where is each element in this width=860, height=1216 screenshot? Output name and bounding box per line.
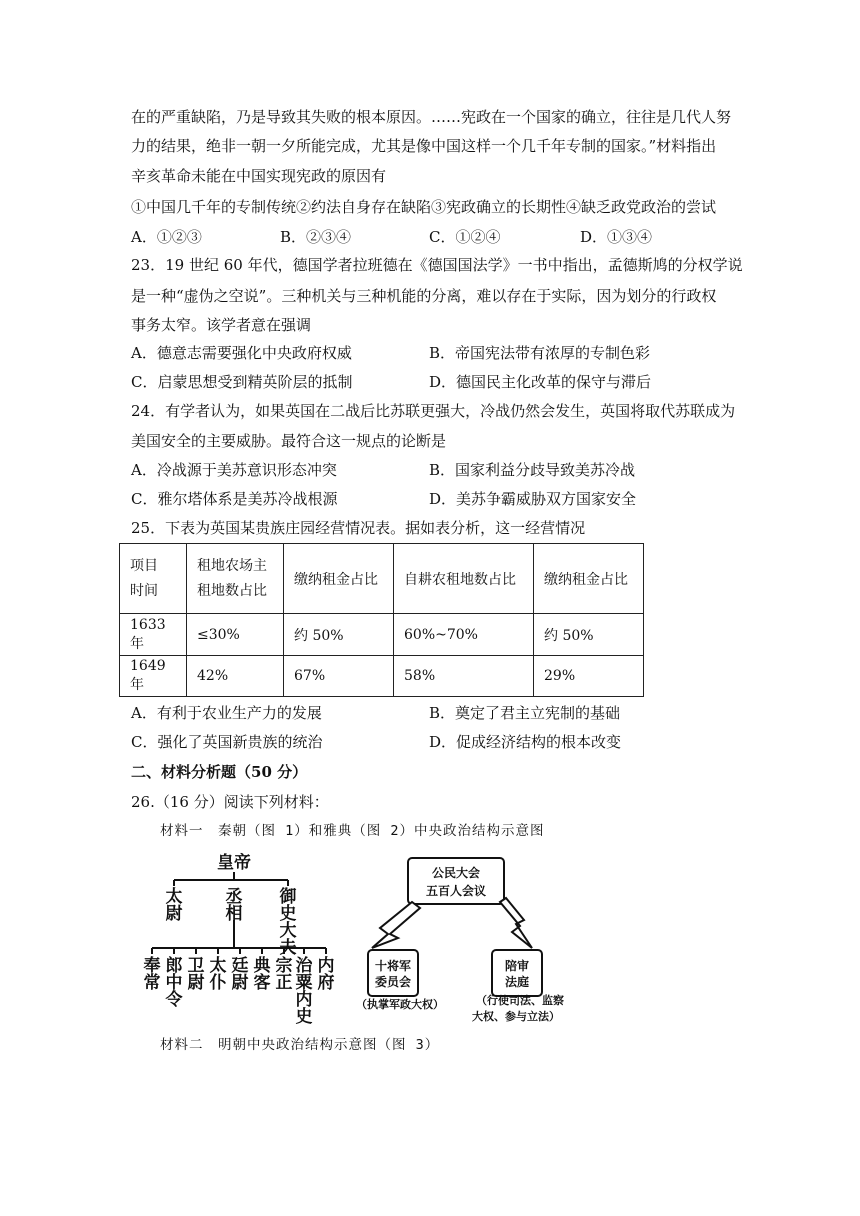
header-item-label: 项目: [130, 557, 158, 574]
q23-option-a: A．德意志需要强化中央政府权威: [131, 344, 352, 362]
q24-line-2: 美国安全的主要威胁。最符合这一规点的论断是: [131, 432, 447, 450]
athens-court-note-2: 大权、参与立法）: [472, 1010, 560, 1023]
athens-council-500: 五百人会议: [425, 884, 487, 898]
q24-option-d: D．美苏争霸威胁双方国家安全: [429, 490, 637, 508]
q25-option-c: C．强化了英国新贵族的统治: [131, 733, 323, 751]
table-cell: 约 50%: [284, 614, 394, 656]
header-tenant-farmer: 租地农场主: [197, 557, 267, 574]
table-header-cell: 缴纳租金占比: [284, 544, 394, 614]
table-cell: 29%: [534, 656, 644, 697]
header-time-label: 时间: [130, 582, 158, 599]
qin-taipu: 太仆: [209, 956, 227, 993]
q23-option-b: B．帝国宪法带有浓厚的专制色彩: [429, 344, 651, 362]
q23-option-d: D．德国民主化改革的保守与滞后: [429, 373, 652, 391]
table-header-cell: [187, 544, 284, 614]
table-cell: 1633 年: [120, 614, 187, 656]
qin-censor: 御史大夫: [279, 887, 297, 958]
athens-structure-diagram: [340, 850, 600, 1025]
athens-ten-generals: 十将军: [374, 959, 412, 973]
qin-weiwei: 卫尉: [187, 956, 205, 993]
q25-option-a: A．有利于农业生产力的发展: [131, 704, 322, 722]
qin-zhisuneishi: 治粟内史: [295, 956, 313, 1027]
athens-assembly: 公民大会: [431, 866, 481, 880]
q23-line-2: 是一种“虚伪之空说”。三种机关与三种机能的分离，难以存在于实际，因为划分的行政权: [131, 287, 717, 305]
table-header-cell: [120, 544, 187, 614]
athens-generals-note: （执掌军政大权）: [356, 998, 444, 1011]
q23-line-1: 23．19 世纪 60 年代，德国学者拉班德在《德国国法学》一书中指出，孟德斯鸠的分权学说: [131, 256, 743, 274]
q22-option-c: C．①②④: [429, 228, 501, 246]
q23-line-3: 事务太窄。该学者意在强调: [131, 316, 312, 334]
q22-option-a: A．①②③: [131, 228, 202, 246]
athens-committee: 委员会: [374, 975, 412, 989]
q26-stem: 26.（16 分）阅读下列材料：: [131, 793, 329, 811]
q23-option-c: C．启蒙思想受到精英阶层的抵制: [131, 373, 353, 391]
qin-structure-diagram: [140, 850, 350, 1027]
intro-line-1: 在的严重缺陷，乃是导致其失败的根本原因。……宪政在一个国家的确立，往往是几代人努: [131, 108, 732, 126]
qin-tingwei: 廷尉: [231, 956, 249, 993]
intro-line-3: 辛亥革命未能在中国实现宪政的原因有: [131, 167, 387, 185]
intro-line-4: ①中国几千年的专制传统②约法自身存在缺陷③宪政确立的长期性④缺乏政党政治的尝试: [131, 198, 717, 216]
q24-option-c: C．雅尔塔体系是美苏冷战根源: [131, 490, 338, 508]
q24-option-a: A．冷战源于美苏意识形态冲突: [131, 461, 337, 479]
header-tenant-land-share: 租地数占比: [197, 582, 267, 599]
table-cell: 60%~70%: [394, 614, 534, 656]
table-row: [120, 656, 644, 697]
table-cell: 1649 年: [120, 656, 187, 697]
q25-stem: 25．下表为英国某贵族庄园经营情况表。据如表分析，这一经营情况: [131, 519, 586, 537]
qin-emperor: 皇帝: [217, 853, 251, 873]
q22-option-b: B．②③④: [280, 228, 352, 246]
table-header-cell: 缴纳租金占比: [534, 544, 644, 614]
q25-option-d: D．促成经济结构的根本改变: [429, 733, 622, 751]
q24-option-b: B．国家利益分歧导致美苏冷战: [429, 461, 636, 479]
qin-taiwei: 太尉: [165, 887, 183, 924]
qin-fengchang: 奉常: [143, 956, 161, 993]
table-cell: 约 50%: [534, 614, 644, 656]
qin-zongzheng: 宗正: [275, 956, 293, 993]
table-row: [120, 614, 644, 656]
qin-chancellor: 丞相: [225, 887, 243, 924]
material-1-caption: 材料一 秦朝（图 1）和雅典（图 2）中央政治结构示意图: [160, 823, 545, 839]
athens-jury: 陪审: [504, 959, 530, 973]
athens-court-note-1: （行使司法、监察: [476, 994, 564, 1007]
table-cell: 42%: [187, 656, 284, 697]
estate-table: [119, 543, 644, 697]
q22-option-d: D．①③④: [580, 228, 653, 246]
qin-langzhongling: 郎中令: [165, 956, 183, 1010]
table-header-row: [120, 544, 644, 614]
athens-court: 法庭: [504, 975, 530, 989]
q25-option-b: B．奠定了君主立宪制的基础: [429, 704, 621, 722]
table-cell: ≤30%: [187, 614, 284, 656]
qin-neifu: 内府: [317, 956, 335, 993]
q24-line-1: 24．有学者认为，如果英国在二战后比苏联更强大，冷战仍然会发生，英国将取代苏联成为: [131, 402, 736, 420]
table-cell: 67%: [284, 656, 394, 697]
intro-line-2: 力的结果，绝非一朝一夕所能完成，尤其是像中国这样一个几千年专制的国家。”材料指出: [131, 137, 717, 155]
table-header-cell: 自耕农租地数占比: [394, 544, 534, 614]
qin-dianke: 典客: [253, 956, 271, 993]
material-2-caption: 材料二 明朝中央政治结构示意图（图 3）: [160, 1037, 440, 1053]
section-2-heading: 二、材料分析题（50 分）: [131, 763, 308, 781]
table-cell: 58%: [394, 656, 534, 697]
